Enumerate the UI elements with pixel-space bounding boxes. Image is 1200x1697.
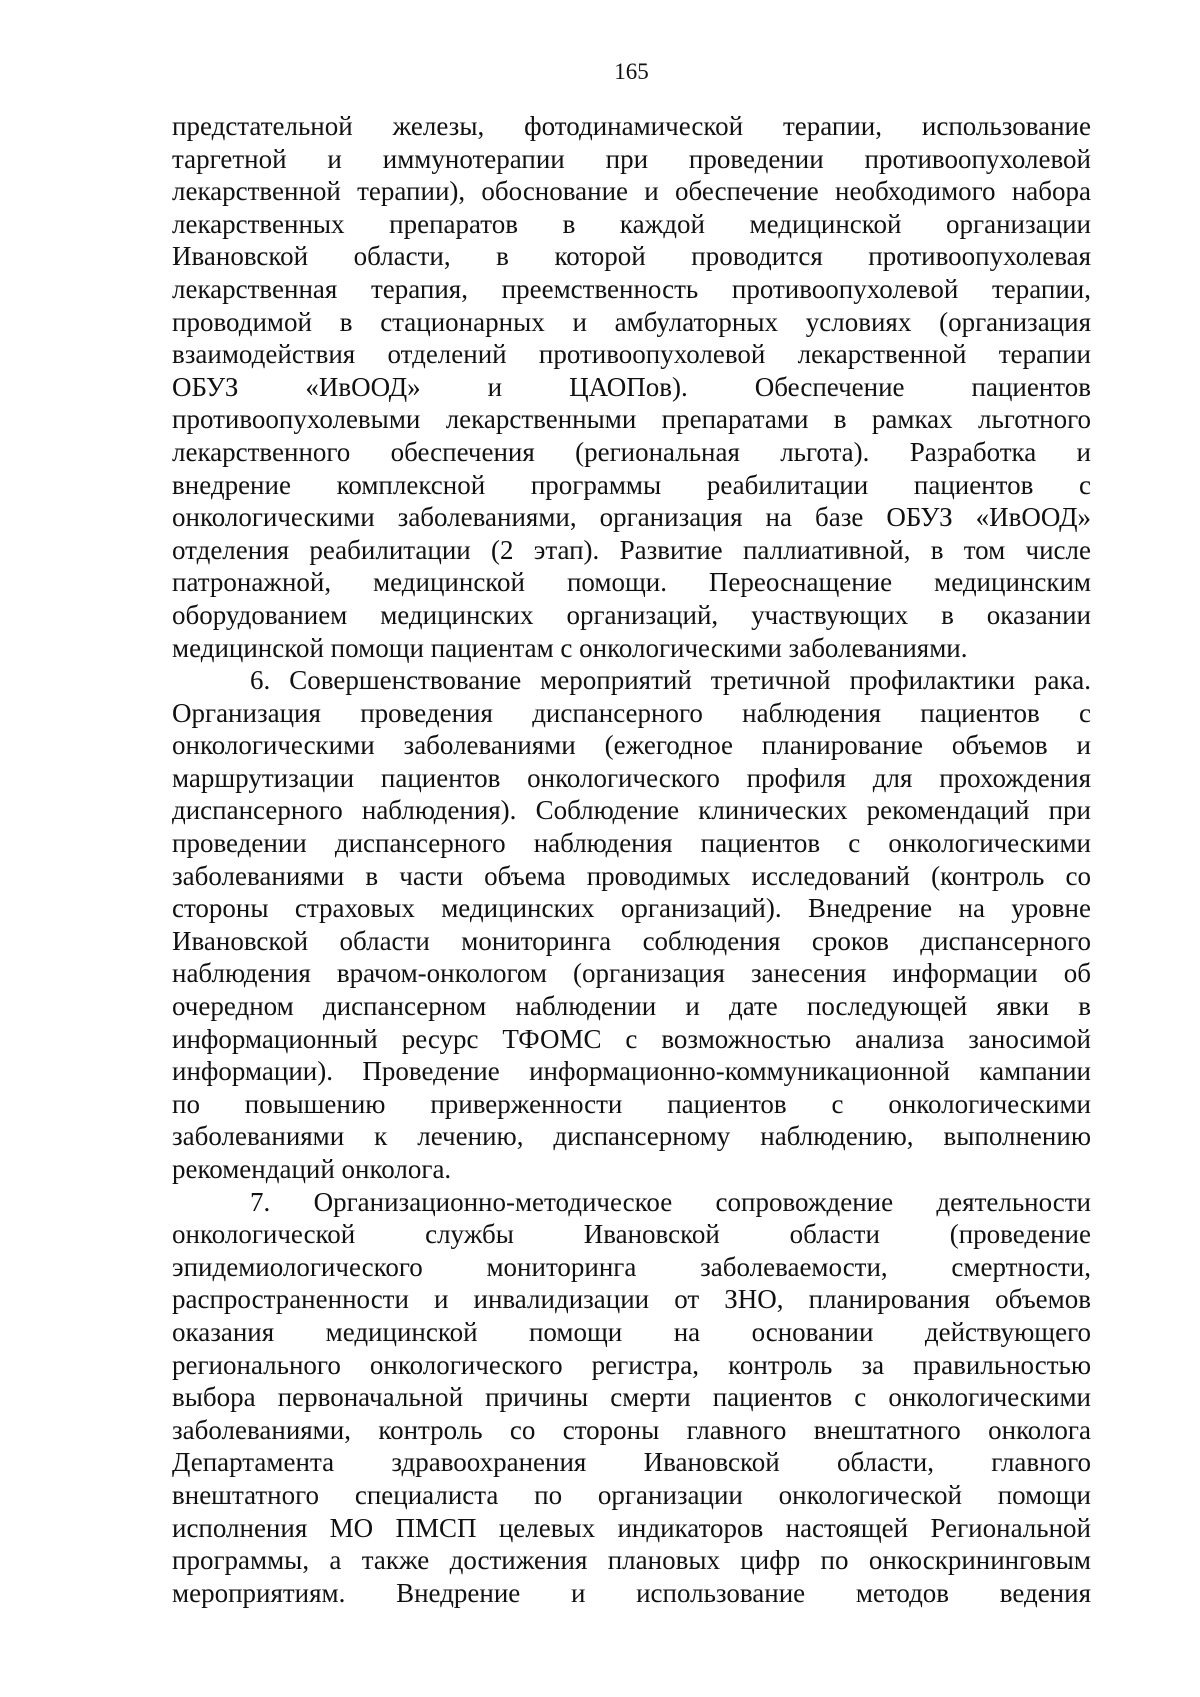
text-line: медицинской помощи пациентам с онкологическими заболеваниями.	[172, 632, 968, 663]
paragraph-continuation	[172, 110, 1091, 664]
document-body	[172, 110, 1091, 1609]
text-line: информации). Проведение информационно-коммуникационной кампании	[172, 1056, 1091, 1087]
text-line: онкологической службы Ивановской области (проведение	[172, 1219, 1091, 1250]
text-line: внедрение комплексной программы реабилитации пациентов с	[172, 469, 1091, 500]
text-line: заболеваниями, контроль со стороны главного внештатного онколога	[172, 1414, 1091, 1445]
text-line: 6. Совершенствование мероприятий третичной профилактики рака.	[250, 665, 1091, 696]
text-line: регионального онкологического регистра, контроль за правильностью	[172, 1349, 1091, 1380]
text-line: Организация проведения диспансерного наблюдения пациентов с	[172, 697, 1091, 728]
paragraph-item-7	[172, 1186, 1091, 1610]
text-line: лекарственной терапии), обоснование и обеспечение необходимого набора	[172, 176, 1091, 207]
text-line: наблюдения врачом-онкологом (организация занесения информации об	[172, 958, 1091, 989]
text-line: взаимодействия отделений противоопухолевой лекарственной терапии	[172, 339, 1091, 370]
text-line: Ивановской области, в которой проводится противоопухолевая	[172, 241, 1091, 272]
text-line: 7. Организационно-методическое сопровождение деятельности	[250, 1186, 1091, 1217]
page-number: 165	[614, 59, 649, 84]
text-line: лекарственного обеспечения (региональная льгота). Разработка и	[172, 436, 1091, 467]
text-line: Ивановской области мониторинга соблюдения сроков диспансерного	[172, 925, 1091, 956]
text-line: заболеваниями в части объема проводимых исследований (контроль со	[172, 860, 1091, 891]
text-line: исполнения МО ПМСП целевых индикаторов настоящей Региональной	[172, 1512, 1091, 1543]
text-line: заболеваниями к лечению, диспансерному наблюдению, выполнению	[172, 1121, 1091, 1152]
text-line: онкологическими заболеваниями (ежегодное планирование объемов и	[172, 730, 1091, 761]
text-line: оказания медицинской помощи на основании действующего	[172, 1316, 1091, 1347]
text-line: маршрутизации пациентов онкологического профиля для прохождения	[172, 762, 1091, 793]
text-line: предстательной железы, фотодинамической терапии, использование	[172, 111, 1091, 141]
text-line: онкологическими заболеваниями, организация на базе ОБУЗ «ИвООД»	[172, 502, 1091, 533]
text-line: ОБУЗ «ИвООД» и ЦАОПов). Обеспечение пациентов	[172, 371, 1091, 402]
text-line: рекомендаций онколога.	[172, 1154, 452, 1184]
paragraph-item-6	[172, 664, 1091, 1186]
text-line: очередном диспансерном наблюдении и дате последующей явки в	[172, 991, 1091, 1022]
text-line: распространенности и инвалидизации от ЗНО, планирования объемов	[172, 1284, 1091, 1315]
text-line: диспансерного наблюдения). Соблюдение клинических рекомендаций при	[172, 795, 1091, 826]
text-line: лекарственных препаратов в каждой медицинской организации	[172, 208, 1091, 239]
text-line: лекарственная терапия, преемственность противоопухолевой терапии,	[172, 273, 1091, 304]
text-line: программы, а также достижения плановых цифр по онкоскрининговым	[172, 1545, 1091, 1576]
text-line: по повышению приверженности пациентов с онкологическими	[172, 1088, 1091, 1119]
text-line: таргетной и иммунотерапии при проведении противоопухолевой	[172, 143, 1091, 174]
text-line: мероприятиям. Внедрение и использование методов ведения	[172, 1577, 1091, 1608]
text-line: Департамента здравоохранения Ивановской области, главного	[172, 1447, 1091, 1478]
text-line: эпидемиологического мониторинга заболеваемости, смертности,	[172, 1251, 1091, 1282]
text-line: проведении диспансерного наблюдения пациентов с онкологическими	[172, 828, 1091, 859]
text-line: противоопухолевыми лекарственными препаратами в рамках льготного	[172, 404, 1091, 435]
text-line: отделения реабилитации (2 этап). Развитие паллиативной, в том числе	[172, 534, 1091, 565]
text-line: оборудованием медицинских организаций, участвующих в оказании	[172, 599, 1091, 630]
text-line: проводимой в стационарных и амбулаторных условиях (организация	[172, 306, 1091, 337]
text-line: патронажной, медицинской помощи. Переоснащение медицинским	[172, 567, 1091, 598]
text-line: стороны страховых медицинских организаций). Внедрение на уровне	[172, 893, 1091, 924]
text-line: выбора первоначальной причины смерти пациентов с онкологическими	[172, 1382, 1091, 1413]
text-line: внештатного специалиста по организации онкологической помощи	[172, 1479, 1091, 1510]
text-line: информационный ресурс ТФОМС с возможностью анализа заносимой	[172, 1023, 1091, 1054]
